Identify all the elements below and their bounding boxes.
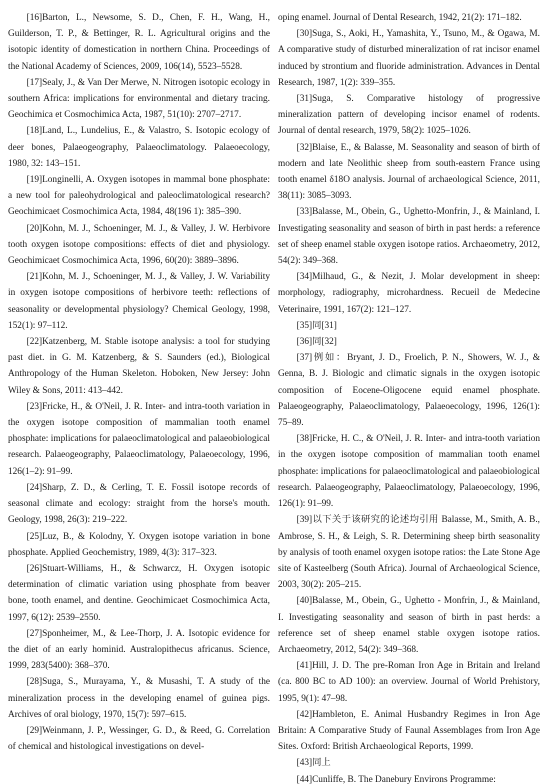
reference-19: [19]Longinelli, A. Oxygen isotopes in mammal bone phosphate: a new tool for paleohydrological and paleoclimatological research? Geochimicaet Cosmochimica Acta, 1984, 48(196 1): 385–390. (8, 175, 270, 218)
reference-32: [32]Blaise, E., & Balasse, M. Seasonality and season of birth of modern and late Neolithic sheep from south-eastern France using tooth enamel δ18O analysis. Journal of archaeological Science, 2011, 38(11): 3085–3093. (278, 142, 540, 202)
right-column (278, 10, 540, 784)
reference-38: [38]Fricke, H. C., & O'Neil, J. R. Inter- and intra-tooth variation in the oxygen isotope composition of mammalian tooth enamel phosphate: implications for palaeoclimatological and palaeobiological research. Palaeogeography, Palaeoclimatology, Palaeoecology, 1996, 126(1): 91–99. (278, 434, 540, 510)
reference-36: [36]同[32] (296, 337, 337, 348)
reference-25: [25]Luz, B., & Kolodny, Y. Oxygen isotope variation in bone phosphate. Applied Geochemistry, 1989, 4(3): 317–323. (8, 531, 270, 558)
reference-23: [23]Fricke, H., & O'Neil, J. R. Inter- and intra-tooth variation in the oxygen isotope composition of mammalian tooth enamel phosphate: implications for palaeoclimatological and palaeobiological research. Palaeogeography, Palaeoclimatology, Palaeoecology, 1996, 126(1–2): 91–99. (8, 401, 270, 477)
reference-26: [26]Stuart-Williams, H., & Schwarcz, H. Oxygen isotopic determination of climatic variation using phosphate from beaver bone, tooth enamel, and dentine. Geochimicaet Cosmochimica Acta, 1997, 6(12): 2539–2550. (8, 563, 270, 623)
reference-29: [29]Weinmann, J. P., Wessinger, G. D., & Reed, G. Correlation of chemical and histological investigations on devel- (8, 725, 270, 753)
reference-42: [42]Hambleton, E. Animal Husbandry Regimes in Iron Age Britain: A Comparative Study of Faunal Assemblages from Iron Age Sites. Oxford: British Archaeological Reports, 1999. (278, 709, 540, 753)
reference-44: [44]Cunliffe, B. The Danebury Environs Programme: (296, 774, 496, 784)
reference-35: [35]同[31] (296, 320, 337, 331)
two-column-layout (8, 10, 540, 784)
left-column (8, 10, 270, 784)
reference-22: [22]Katzenberg, M. Stable isotope analysis: a tool for studying past diet. in G. M. Katzenberg, & S. Saunders (ed.), Biological Anthropology of the Human Skeleton. Hoboken, New Jersey: John Wiley & Sons, 2011: 413–442. (8, 337, 270, 396)
reference-29-continuation: oping enamel. Journal of Dental Research, 1942, 21(2): 171–182. (278, 13, 522, 23)
reference-33: [33]Balasse, M., Obein, G., Ughetto-Monfrin, J., & Mainland, I. Investigating seasonality and season of birth in past herds: a reference set of sheep enamel stable oxygen isotope ratios. Archaeometry, 2012, 54(2): 349–368. (278, 207, 540, 267)
reference-16: [16]Barton, L., Newsome, S. D., Chen, F. H., Wang, H., Guilderson, T. P., & Bettinger, R. L. Agricultural origins and the isotopic identity of domestication in northern China. Proceedings of the National Academy of Sciences, 2009, 106(14), 5523–5528. (8, 13, 270, 72)
reference-41: [41]Hill, J. D. The pre-Roman Iron Age in Britain and Ireland (ca. 800 BC to AD 100): an overview. Journal of World Prehistory, 1995, 9(1): 47–98. (278, 661, 540, 704)
reference-24: [24]Sharp, Z. D., & Cerling, T. E. Fossil isotope records of seasonal climate and ecology: straight from the horse's mouth. Geology, 1998, 26(3): 219–222. (8, 482, 270, 526)
reference-39: [39]以下关于该研究的论述均引用 Balasse, M., Smith, A. B., Ambrose, S. H., & Leigh, S. R. Determining sheep birth seasonality by analysis of tooth enamel oxygen isotope ratios: the Late Stone Age site of Kasteelberg (South Africa). Journal of Archaeological Science, 2003, 30(2): 205–215. (278, 515, 540, 591)
reference-37: [37]例如：Bryant, J. D., Froelich, P. N., Showers, W. J., & Genna, B. J. Biologic and climatic signals in the oxygen isotopic composition of Eocene-Oligocene equid enamel phosphate. Palaeogeography, Palaeoclimatology, Palaeoecology, 1996, 126(1): 75–89. (278, 353, 540, 429)
reference-21: [21]Kohn, M. J., Schoeninger, M. J., & Valley, J. W. Variability in oxygen isotope compositions of herbivore teeth: reflections of seasonality or developmental physiology? Chemical Geology, 1998, 152(1): 97–112. (8, 272, 270, 331)
reference-27: [27]Sponheimer, M., & Lee-Thorp, J. A. Isotopic evidence for the diet of an early hominid. Australopithecus africanus. Science, 1999, 283(5400): 368–370. (8, 628, 270, 672)
reference-30: [30]Suga, S., Aoki, H., Yamashita, Y., Tsuno, M., & Ogawa, M. A comparative study of disturbed mineralization of rat incisor enamel induced by strontium and fluoride administration. Advances in Dental Research, 1987, 1(2): 339–355. (278, 29, 540, 88)
reference-31: [31]Suga, S. Comparative histology of progressive mineralization pattern of developing incisor enamel of rodents. Journal of dental research, 1979, 58(2): 1025–1026. (278, 94, 540, 137)
reference-18: [18]Land, L., Lundelius, E., & Valastro, S. Isotopic ecology of deer bones, Palaeogeography, Palaeoclimatology. Palaeoecology, 1980, 32: 143–151. (8, 126, 270, 169)
reference-17: [17]Sealy, J., & Van Der Merwe, N. Nitrogen isotopic ecology in southern Africa: implications for environmental and dietary tracing. Geochimica et Cosmochimica Acta, 1987, 51(10): 2707–2717. (8, 77, 270, 121)
reference-40: [40]Balasse, M., Obein, G., Ughetto - Monfrin, J., & Mainland, I. Investigating seasonality and season of birth in past herds: a reference set of sheep enamel stable oxygen isotope ratios. Archaeometry, 2012, 54(2): 349–368. (278, 596, 540, 655)
reference-34: [34]Milhaud, G., & Nezit, J. Molar development in sheep: morphology, radiography, microhardness. Recueil de Medecine Veterinaire, 1991, 167(2): 121–127. (278, 272, 540, 315)
reference-28: [28]Suga, S., Murayama, Y., & Musashi, T. A study of the mineralization process in the developing enamel of guinea pigs. Archives of oral biology, 1970, 15(7): 597–615. (8, 677, 270, 720)
reference-20: [20]Kohn, M. J., Schoeninger, M. J., & Valley, J. W. Herbivore tooth oxygen isotope compositions: effects of diet and physiology. Geochimicaet Cosmochimica Acta, 1996, 60(20): 3889–3896. (8, 223, 270, 267)
reference-43: [43]同上 (296, 758, 331, 769)
